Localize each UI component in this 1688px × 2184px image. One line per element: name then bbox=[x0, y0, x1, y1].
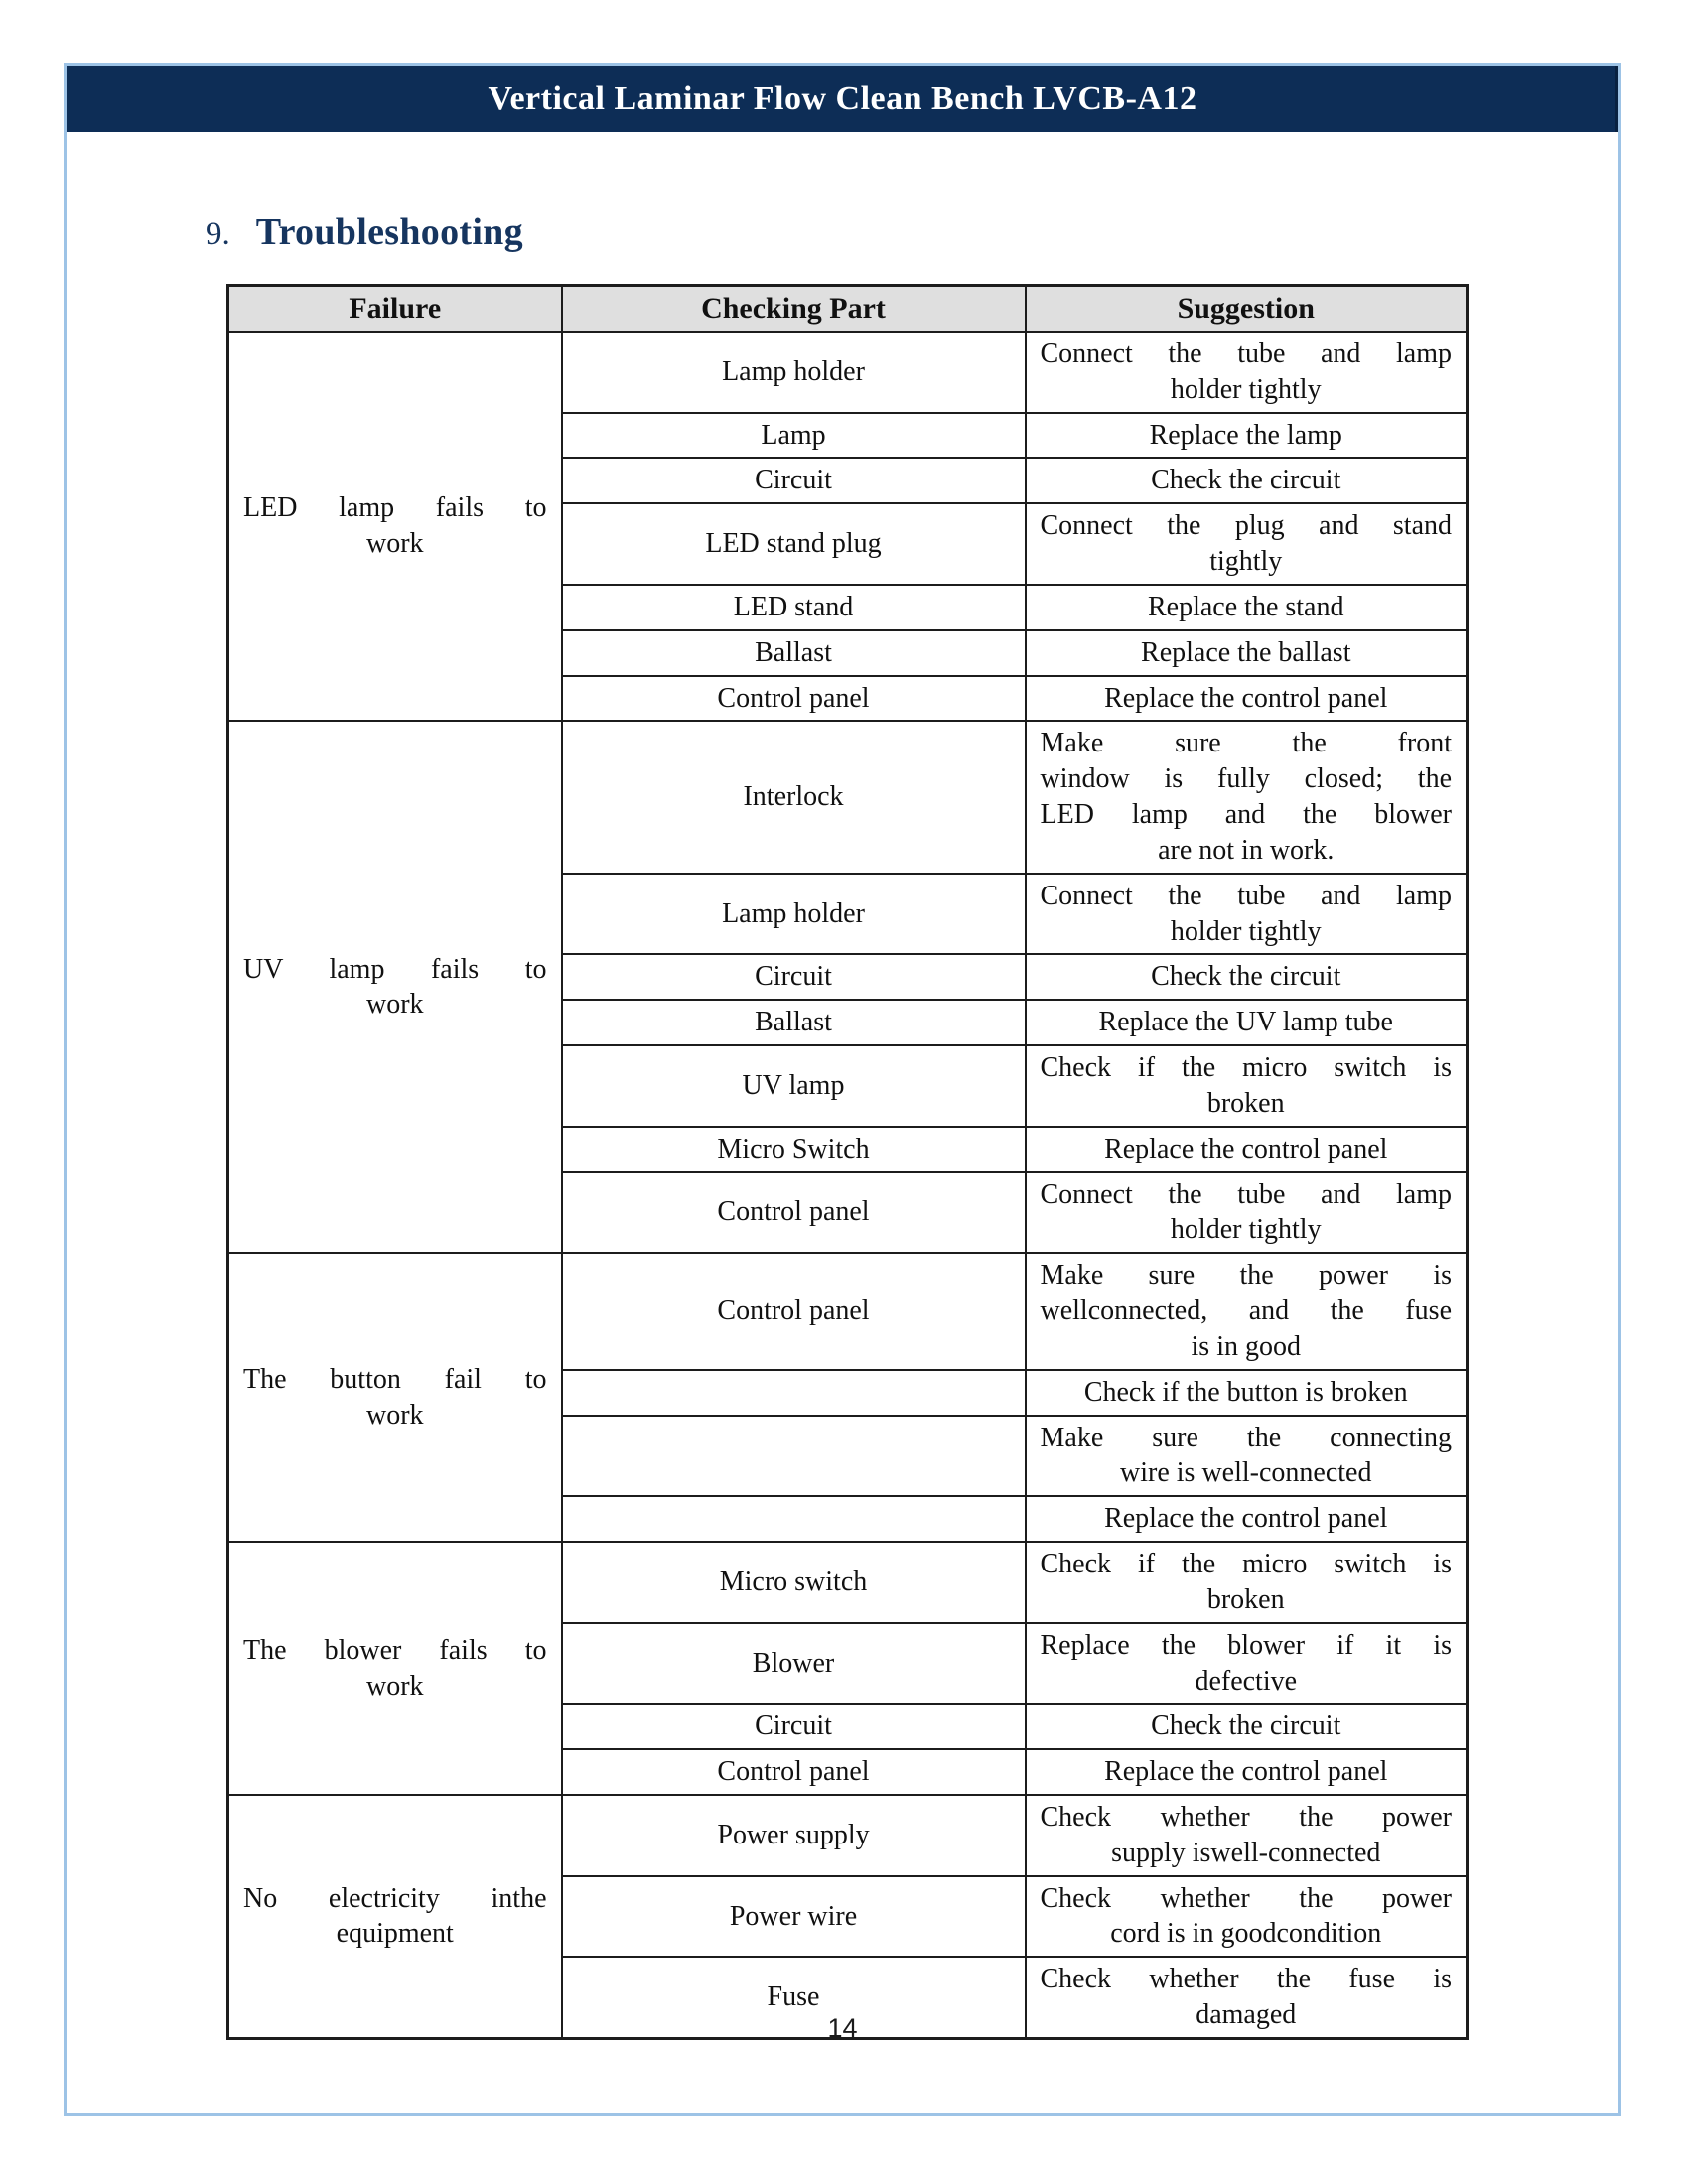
checking-part-cell: Control panel bbox=[562, 1749, 1026, 1795]
checking-part-cell: Fuse bbox=[562, 1957, 1026, 2038]
checking-part-cell bbox=[562, 1496, 1026, 1542]
cell-text-line: LED lamp fails to bbox=[243, 492, 547, 524]
cell-text-line: Connect the tube and lamp bbox=[1040, 880, 1452, 911]
suggestion-cell bbox=[1026, 1876, 1468, 1958]
cell-text-line: work bbox=[365, 989, 424, 1021]
cell-text-line: broken bbox=[1206, 1583, 1285, 1615]
suggestion-cell bbox=[1026, 874, 1468, 955]
cell-text-line: Make sure the power is bbox=[1040, 1260, 1452, 1292]
cell-text-line: Connect the tube and lamp bbox=[1040, 1178, 1452, 1210]
suggestion-cell bbox=[1026, 1045, 1468, 1127]
failure-cell bbox=[228, 332, 562, 721]
cell-text-line: defective bbox=[1195, 1665, 1298, 1697]
suggestion-cell bbox=[1026, 1496, 1468, 1542]
cell-text-line: The blower fails to bbox=[243, 1634, 547, 1666]
suggestion-cell bbox=[1026, 413, 1468, 459]
checking-part-cell: Lamp bbox=[562, 413, 1026, 459]
suggestion-cell bbox=[1026, 332, 1468, 413]
suggestion-cell bbox=[1026, 585, 1468, 630]
suggestion-cell bbox=[1026, 1253, 1468, 1369]
checking-part-cell bbox=[562, 1370, 1026, 1416]
cell-text-line: UV lamp fails to bbox=[243, 953, 547, 985]
checking-part-cell: LED stand plug bbox=[562, 503, 1026, 585]
cell-text-line: Check whether the fuse is bbox=[1040, 1964, 1452, 1995]
suggestion-cell bbox=[1026, 1623, 1468, 1705]
page-number: 14 bbox=[827, 2013, 858, 2043]
cell-text-line: Check whether the power bbox=[1040, 1882, 1452, 1914]
checking-part-cell: Lamp holder bbox=[562, 874, 1026, 955]
document-title: Vertical Laminar Flow Clean Bench LVCB-A12 bbox=[488, 79, 1197, 117]
cell-text-line: holder tightly bbox=[1170, 915, 1322, 947]
table-row bbox=[228, 721, 1468, 873]
troubleshooting-table-container bbox=[226, 284, 1466, 2040]
failure-cell bbox=[228, 1542, 562, 1795]
checking-part-cell: Power supply bbox=[562, 1795, 1026, 1876]
column-header-suggestion: Suggestion bbox=[1026, 286, 1468, 333]
cell-text-line: Replace the blower if it is bbox=[1040, 1629, 1452, 1661]
cell-text-line: Check the circuit bbox=[1151, 1710, 1341, 1742]
cell-text-line: work bbox=[365, 1399, 424, 1431]
checking-part-cell: Blower bbox=[562, 1623, 1026, 1705]
suggestion-cell bbox=[1026, 1370, 1468, 1416]
checking-part-cell: Ballast bbox=[562, 1000, 1026, 1045]
suggestion-cell bbox=[1026, 1795, 1468, 1876]
cell-text-line: LED lamp and the blower bbox=[1040, 799, 1452, 831]
suggestion-cell bbox=[1026, 1416, 1468, 1497]
table-row bbox=[228, 1795, 1468, 1876]
cell-text-line: cord is in goodcondition bbox=[1110, 1918, 1382, 1950]
cell-text-line: damaged bbox=[1196, 1999, 1297, 2031]
cell-text-line: work bbox=[365, 1670, 424, 1702]
table-row bbox=[228, 1253, 1468, 1369]
suggestion-cell bbox=[1026, 630, 1468, 676]
table-row bbox=[228, 1542, 1468, 1623]
cell-text-line: wellconnected, and the fuse bbox=[1040, 1296, 1452, 1327]
checking-part-cell: Circuit bbox=[562, 954, 1026, 1000]
cell-text-line: Replace the control panel bbox=[1104, 682, 1388, 714]
table-body bbox=[228, 332, 1468, 2038]
cell-text-line: supply iswell-connected bbox=[1111, 1837, 1381, 1868]
checking-part-cell: Control panel bbox=[562, 1172, 1026, 1254]
cell-text-line: Make sure the connecting bbox=[1040, 1422, 1452, 1453]
checking-part-cell: Ballast bbox=[562, 630, 1026, 676]
cell-text-line: Connect the tube and lamp bbox=[1040, 339, 1452, 369]
suggestion-cell bbox=[1026, 1704, 1468, 1749]
cell-text-line: Replace the control panel bbox=[1104, 1756, 1388, 1788]
cell-text-line: No electricity inthe bbox=[243, 1882, 547, 1914]
cell-text-line: Check if the micro switch is bbox=[1040, 1052, 1452, 1084]
cell-text-line: Replace the stand bbox=[1148, 591, 1344, 622]
cell-text-line: Make sure the front bbox=[1040, 728, 1452, 759]
checking-part-cell: LED stand bbox=[562, 585, 1026, 630]
checking-part-cell: Control panel bbox=[562, 1253, 1026, 1369]
suggestion-cell bbox=[1026, 1542, 1468, 1623]
checking-part-cell: Micro Switch bbox=[562, 1127, 1026, 1172]
checking-part-cell: Interlock bbox=[562, 721, 1026, 873]
cell-text-line: are not in work. bbox=[1158, 834, 1335, 866]
suggestion-cell bbox=[1026, 458, 1468, 503]
cell-text-line: Replace the UV lamp tube bbox=[1098, 1007, 1393, 1038]
cell-text-line: Check the circuit bbox=[1151, 961, 1341, 993]
suggestion-cell bbox=[1026, 503, 1468, 585]
column-header-checking-part: Checking Part bbox=[562, 286, 1026, 333]
cell-text-line: Replace the lamp bbox=[1149, 419, 1342, 451]
failure-cell bbox=[228, 1253, 562, 1542]
cell-text-line: Replace the control panel bbox=[1104, 1133, 1388, 1164]
suggestion-cell bbox=[1026, 721, 1468, 873]
section-heading bbox=[206, 210, 523, 254]
page-border-frame bbox=[64, 63, 1621, 2116]
cell-text-line: equipment bbox=[336, 1918, 454, 1950]
cell-text-line: The button fail to bbox=[243, 1363, 547, 1395]
cell-text-line: window is fully closed; the bbox=[1040, 763, 1452, 795]
troubleshooting-table bbox=[226, 284, 1469, 2040]
checking-part-cell: Circuit bbox=[562, 1704, 1026, 1749]
failure-cell bbox=[228, 721, 562, 1253]
suggestion-cell bbox=[1026, 1172, 1468, 1254]
cell-text-line: Check if the micro switch is bbox=[1040, 1549, 1452, 1580]
checking-part-cell bbox=[562, 1416, 1026, 1497]
cell-text-line: broken bbox=[1206, 1087, 1285, 1119]
cell-text-line: tightly bbox=[1209, 546, 1283, 578]
failure-cell bbox=[228, 1795, 562, 2038]
cell-text-line: wire is well-connected bbox=[1120, 1457, 1372, 1489]
checking-part-cell: UV lamp bbox=[562, 1045, 1026, 1127]
cell-text-line: Replace the ballast bbox=[1141, 636, 1351, 668]
suggestion-cell bbox=[1026, 1749, 1468, 1795]
cell-text-line: work bbox=[365, 528, 424, 560]
checking-part-cell: Power wire bbox=[562, 1876, 1026, 1958]
table-header-row bbox=[228, 286, 1468, 333]
section-title: Troubleshooting bbox=[255, 211, 523, 253]
suggestion-cell bbox=[1026, 954, 1468, 1000]
table-header bbox=[228, 286, 1468, 333]
cell-text-line: Connect the plug and stand bbox=[1040, 510, 1452, 542]
checking-part-cell: Control panel bbox=[562, 676, 1026, 722]
cell-text-line: Check whether the power bbox=[1040, 1801, 1452, 1833]
column-header-failure: Failure bbox=[228, 286, 562, 333]
suggestion-cell bbox=[1026, 1127, 1468, 1172]
table-row bbox=[228, 332, 1468, 413]
suggestion-cell bbox=[1026, 1000, 1468, 1045]
cell-text-line: Check the circuit bbox=[1151, 465, 1341, 496]
cell-text-line: holder tightly bbox=[1170, 1214, 1322, 1246]
cell-text-line: is in good bbox=[1191, 1330, 1301, 1362]
section-number: 9. bbox=[206, 216, 230, 252]
checking-part-cell: Lamp holder bbox=[562, 332, 1026, 413]
checking-part-cell: Micro switch bbox=[562, 1542, 1026, 1623]
checking-part-cell: Circuit bbox=[562, 458, 1026, 503]
cell-text-line: Replace the control panel bbox=[1104, 1503, 1388, 1535]
cell-text-line: Check if the button is broken bbox=[1083, 1376, 1408, 1408]
cell-text-line: holder tightly bbox=[1170, 373, 1322, 405]
document-header-bar bbox=[67, 66, 1618, 132]
suggestion-cell bbox=[1026, 676, 1468, 722]
